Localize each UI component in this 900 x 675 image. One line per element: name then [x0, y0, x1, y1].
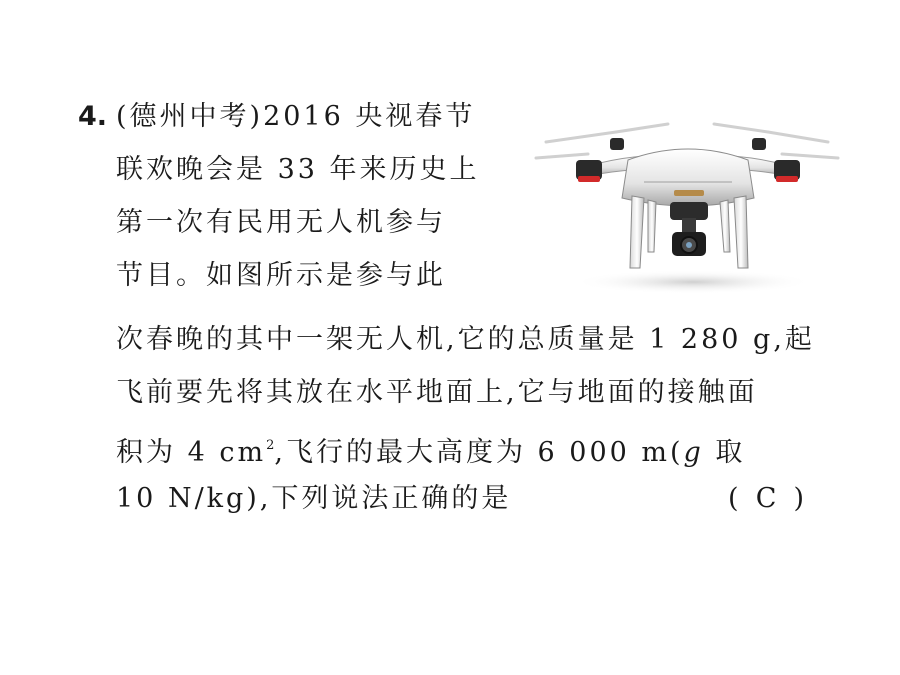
gravity-symbol: g — [683, 437, 704, 468]
answer-bracket: ( C ) — [728, 483, 805, 514]
unit-exponent: 2 — [266, 438, 275, 453]
line7-before: 积为 4 cm — [116, 437, 267, 468]
drone-icon — [528, 102, 848, 298]
question-line-6: 飞前要先将其放在水平地面上,它与地面的接触面 — [116, 377, 758, 408]
line7-end: 取 — [703, 437, 746, 468]
question-line-5: 次春晚的其中一架无人机,它的总质量是 1 280 g,起 — [116, 324, 815, 355]
question-line-3: 第一次有民用无人机参与 — [116, 207, 446, 238]
line7-after: ,飞行的最大高度为 6 000 m( — [274, 437, 684, 468]
question-line-7 — [116, 426, 745, 473]
question-number: 4. — [78, 101, 108, 132]
question-line-8: 10 N/kg),下列说法正确的是 — [116, 483, 512, 514]
question-line-2: 联欢晚会是 33 年来历史上 — [116, 154, 480, 185]
question-line-1: (德州中考)2016 央视春节 — [116, 101, 476, 132]
question-line-4: 节目。如图所示是参与此 — [116, 260, 446, 291]
